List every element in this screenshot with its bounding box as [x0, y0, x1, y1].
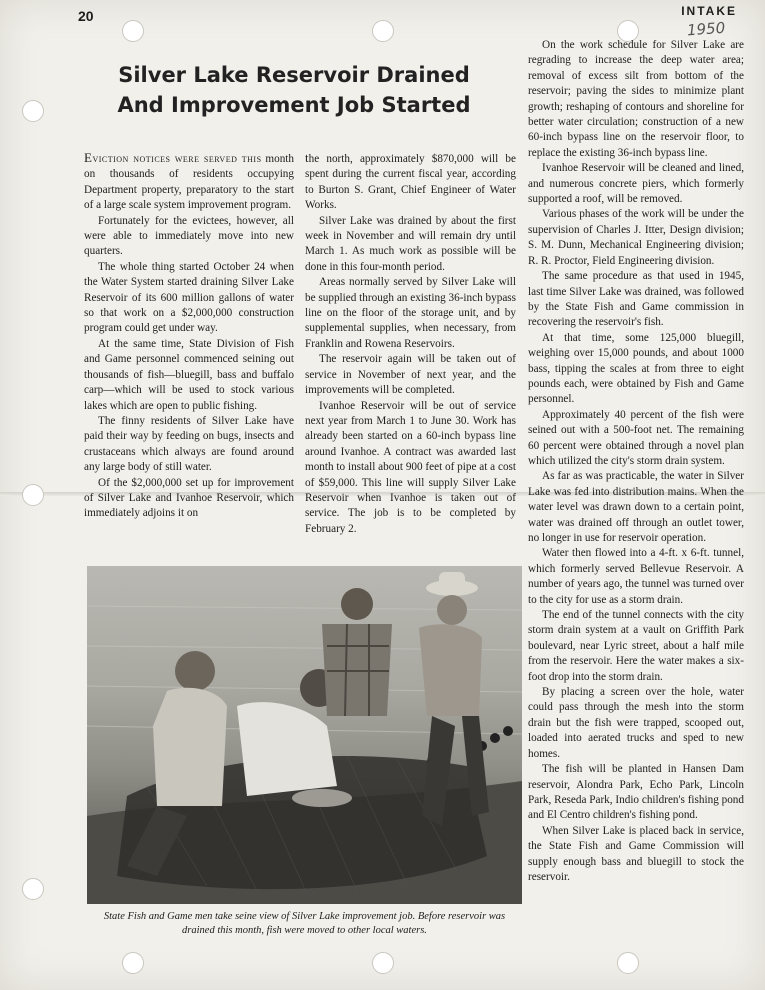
paragraph: Fortunately for the evictees, however, all were able to immediately move into new quarters. [84, 214, 294, 258]
paragraph: Areas normally served by Silver Lake will be supplied through an existing 36-inch bypass line on the floor of the storage unit, and by supplemental supplies, when necessary, from Franklin and Rowena Reservoirs. [305, 276, 516, 350]
handwritten-year: 1950 [686, 18, 726, 40]
punch-hole-left-1 [22, 100, 44, 122]
paragraph: At the same time, State Division of Fish and Game personnel commenced seining out thousands of fish—bluegill, bass and buffalo carp—which will be used to stock various lakes which are open to public fishing. [84, 337, 294, 412]
paragraph: Water then flowed into a 4-ft. x 6-ft. tunnel, which formerly served Bellevue Reservoir. A number of years ago, the tunnel was turned over to the city for use as a storm drain. [528, 547, 744, 606]
paragraph: The end of the tunnel connects with the city storm drain system at a vault on Griffith Park boulevard, near Lyric street, about a half mile from the reservoir. Here the water makes a six-foot drop into the storm drain. [528, 609, 744, 683]
paragraph: The fish will be planted in Hansen Dam reservoir, Alondra Park, Echo Park, Lincoln Park, Reseda Park, Indio children's fishing pond and El Centro children's fishing pond. [528, 763, 744, 822]
paragraph: By placing a screen over the hole, water could pass through the mesh into the storm drain but the fish were trapped, scooped out, loaded into aerated trucks and sped to new homes. [528, 686, 744, 760]
photo-caption: State Fish and Game men take seine view of Silver Lake improvement job. Before reservoir was drained this month, fish were moved to other local waters. [103, 911, 506, 936]
paragraph: Of the $2,000,000 set up for improvement of Silver Lake and Ivanhoe Reservoir, which immediately adjoins it on [84, 476, 294, 520]
punch-hole-bottom-left [122, 952, 144, 974]
paragraph: At that time, some 125,000 bluegill, weighing over 15,000 pounds, and about 1000 bass, tipping the scales at from three to eight pounds each, were obtained by Fish and Game personnel. [528, 331, 744, 406]
paragraph: Ivanhoe Reservoir will be out of service next year from March 1 to June 30. Work has already been started on a 60-inch bypass line around Ivanhoe. A contract was awarded last month to install about 900 feet of pipe at a cost of $59,000. This line will supply Silver Lake Reservoir when Ivanhoe is taken out of service. The job is to be completed by February 2. [305, 399, 516, 535]
paragraph: The reservoir again will be taken out of service in November of next year, and the improvements will be completed. [305, 353, 516, 397]
paragraph: As far as was practicable, the water in Silver Lake was fed into distribution mains. When the water level was drawn down to a certain point, water was drained off through an outlet tower, no longer in use for reservoir operation. [528, 470, 744, 544]
page-number: 20 [78, 8, 94, 24]
punch-hole-top-center [372, 20, 394, 42]
article-column-1 [84, 150, 294, 522]
lead-smallcaps: Eviction notices were served this [84, 150, 262, 165]
paragraph: the north, approximately $870,000 will be spent during the current fiscal year, according to Burton S. Grant, Chief Engineer of Water Works. [305, 150, 516, 212]
paragraph: Silver Lake was drained by about the first week in November and will remain dry until March 1. As much work as possible will be done in this four-month period. [305, 214, 516, 273]
photo-seine-men-illustration [87, 566, 522, 904]
punch-hole-left-3 [22, 878, 44, 900]
headline-line-1: Silver Lake Reservoir Drained [118, 63, 470, 87]
publication-name: INTAKE [681, 4, 737, 18]
paragraph: The same procedure as that used in 1945, last time Silver Lake was drained, was followed by the State Fish and Game commission in recovering the reservoir's fish. [528, 270, 744, 329]
paragraph: When Silver Lake is placed back in service, the State Fish and Game Commission will supply enough bass and bluegill to stock the reservoir. [528, 824, 744, 883]
lead-paragraph [84, 150, 294, 214]
punch-hole-left-2 [22, 484, 44, 506]
paragraph: The finny residents of Silver Lake have paid their way by feeding on bugs, insects and crustaceans which always are found around any large body of still water. [84, 414, 294, 474]
paragraph: Approximately 40 percent of the fish were seined out with a 500-foot net. The remaining 60 percent were obtained through a novel plan which utilized the city's storm drain system. [528, 408, 744, 467]
article-photo [87, 566, 522, 904]
headline-line-2: And Improvement Job Started [117, 93, 471, 117]
punch-hole-bottom-center [372, 952, 394, 974]
article-column-3 [528, 38, 744, 885]
article-column-2 [305, 150, 516, 537]
article-headline [84, 60, 504, 120]
punch-hole-bottom-right [617, 952, 639, 974]
paragraph: On the work schedule for Silver Lake are regrading to increase the deep water area; removal of excess silt from bottom of the reservoir; paving the sides to minimize plant growth; reshaping of contours and shoreline for better water circulation; construction of a new 60-inch bypass line on the reservoir floor, to replace the existing 36-inch bypass line. [528, 39, 744, 159]
paragraph: Various phases of the work will be under the supervision of Charles J. Itter, Design division; S. M. Dunn, Mechanical Engineering division; R. R. Proctor, Field Engineering division. [528, 208, 744, 267]
lead-rest: month on thousands of residents occupying Department property, preparatory to the start of a large scale system improvement program. [84, 153, 294, 212]
paragraph: Ivanhoe Reservoir will be cleaned and lined, and numerous concrete piers, which formerly supported a roof, will be removed. [528, 162, 744, 206]
punch-hole-top-left [122, 20, 144, 42]
paragraph: The whole thing started October 24 when the Water System started draining Silver Lake Reservoir of its 600 million gallons of water so that work on a $2,000,000 construction program could get under way. [84, 260, 294, 335]
